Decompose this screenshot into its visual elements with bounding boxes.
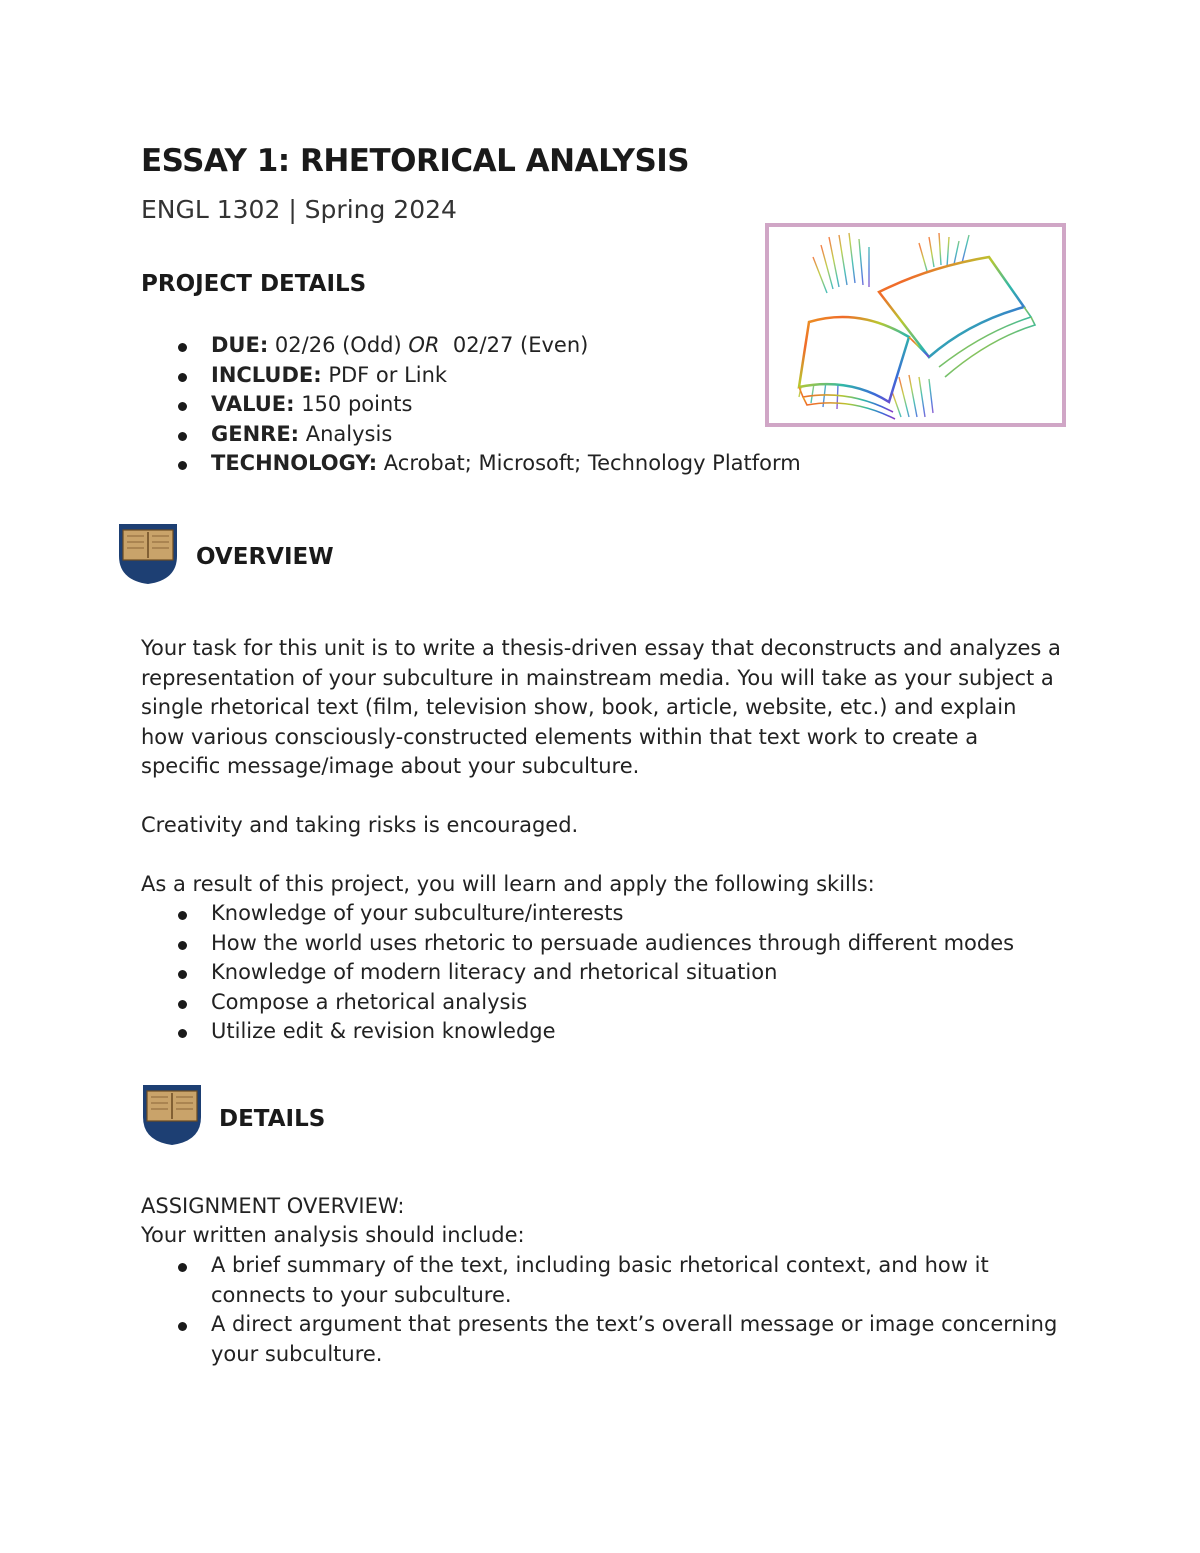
details-heading: DETAILS	[219, 1106, 326, 1132]
value-label: VALUE:	[211, 392, 295, 417]
list-item: Compose a rhetorical analysis	[141, 988, 1101, 1018]
list-item	[141, 331, 901, 361]
overview-heading: OVERVIEW	[196, 544, 334, 570]
skills-intro: As a result of this project, you will learn and apply the following skills:	[141, 872, 875, 896]
genre-value: Analysis	[299, 421, 393, 446]
include-value: PDF or Link	[321, 362, 448, 387]
book-shield-icon	[141, 1083, 203, 1147]
page-title: ESSAY 1: RHETORICAL ANALYSIS	[141, 143, 690, 179]
include-label: INCLUDE:	[211, 362, 322, 387]
overview-paragraph: Your task for this unit is to write a thesis-driven essay that deconstructs and analyzes a representation of your subculture in mainstream media. You will take as your subject a single rhetorical text (film, television show, book, article, website, etc.) and explain how various consciously-constructed elements within that text work to create a specific message/image about your subculture.	[141, 636, 1061, 779]
skills-list	[141, 899, 1101, 1047]
list-item: Knowledge of modern literacy and rhetorical situation	[141, 958, 1101, 988]
due-label: DUE:	[211, 333, 269, 357]
project-details-list	[141, 331, 901, 479]
genre-label: GENRE:	[211, 421, 300, 446]
due-or: OR	[408, 333, 440, 357]
list-item: Utilize edit & revision knowledge	[141, 1017, 1101, 1047]
course-subtitle: ENGL 1302 | Spring 2024	[141, 195, 457, 224]
project-details-heading: PROJECT DETAILS	[141, 271, 367, 297]
book-shield-icon	[117, 522, 179, 586]
creativity-paragraph: Creativity and taking risks is encouraged.	[141, 813, 579, 837]
analysis-intro: Your written analysis should include:	[141, 1223, 525, 1247]
list-item	[141, 390, 901, 420]
due-value-2: 02/27 (Even)	[439, 333, 589, 357]
list-item: How the world uses rhetoric to persuade audiences through different modes	[141, 929, 1101, 959]
list-item: A brief summary of the text, including basic rhetorical context, and how it connects to your subculture.	[141, 1251, 1071, 1310]
list-item: A direct argument that presents the text’s overall message or image concerning your subculture.	[141, 1310, 1071, 1369]
analysis-list	[141, 1251, 1071, 1369]
assignment-overview-heading: ASSIGNMENT OVERVIEW:	[141, 1194, 405, 1218]
value-value: 150 points	[294, 392, 413, 417]
list-item	[141, 361, 901, 391]
technology-label: TECHNOLOGY:	[211, 451, 378, 476]
list-item	[141, 449, 901, 479]
list-item: Knowledge of your subculture/interests	[141, 899, 1101, 929]
technology-value: Acrobat; Microsoft; Technology Platform	[377, 451, 801, 476]
due-value: 02/26 (Odd)	[268, 333, 409, 357]
list-item	[141, 420, 901, 450]
